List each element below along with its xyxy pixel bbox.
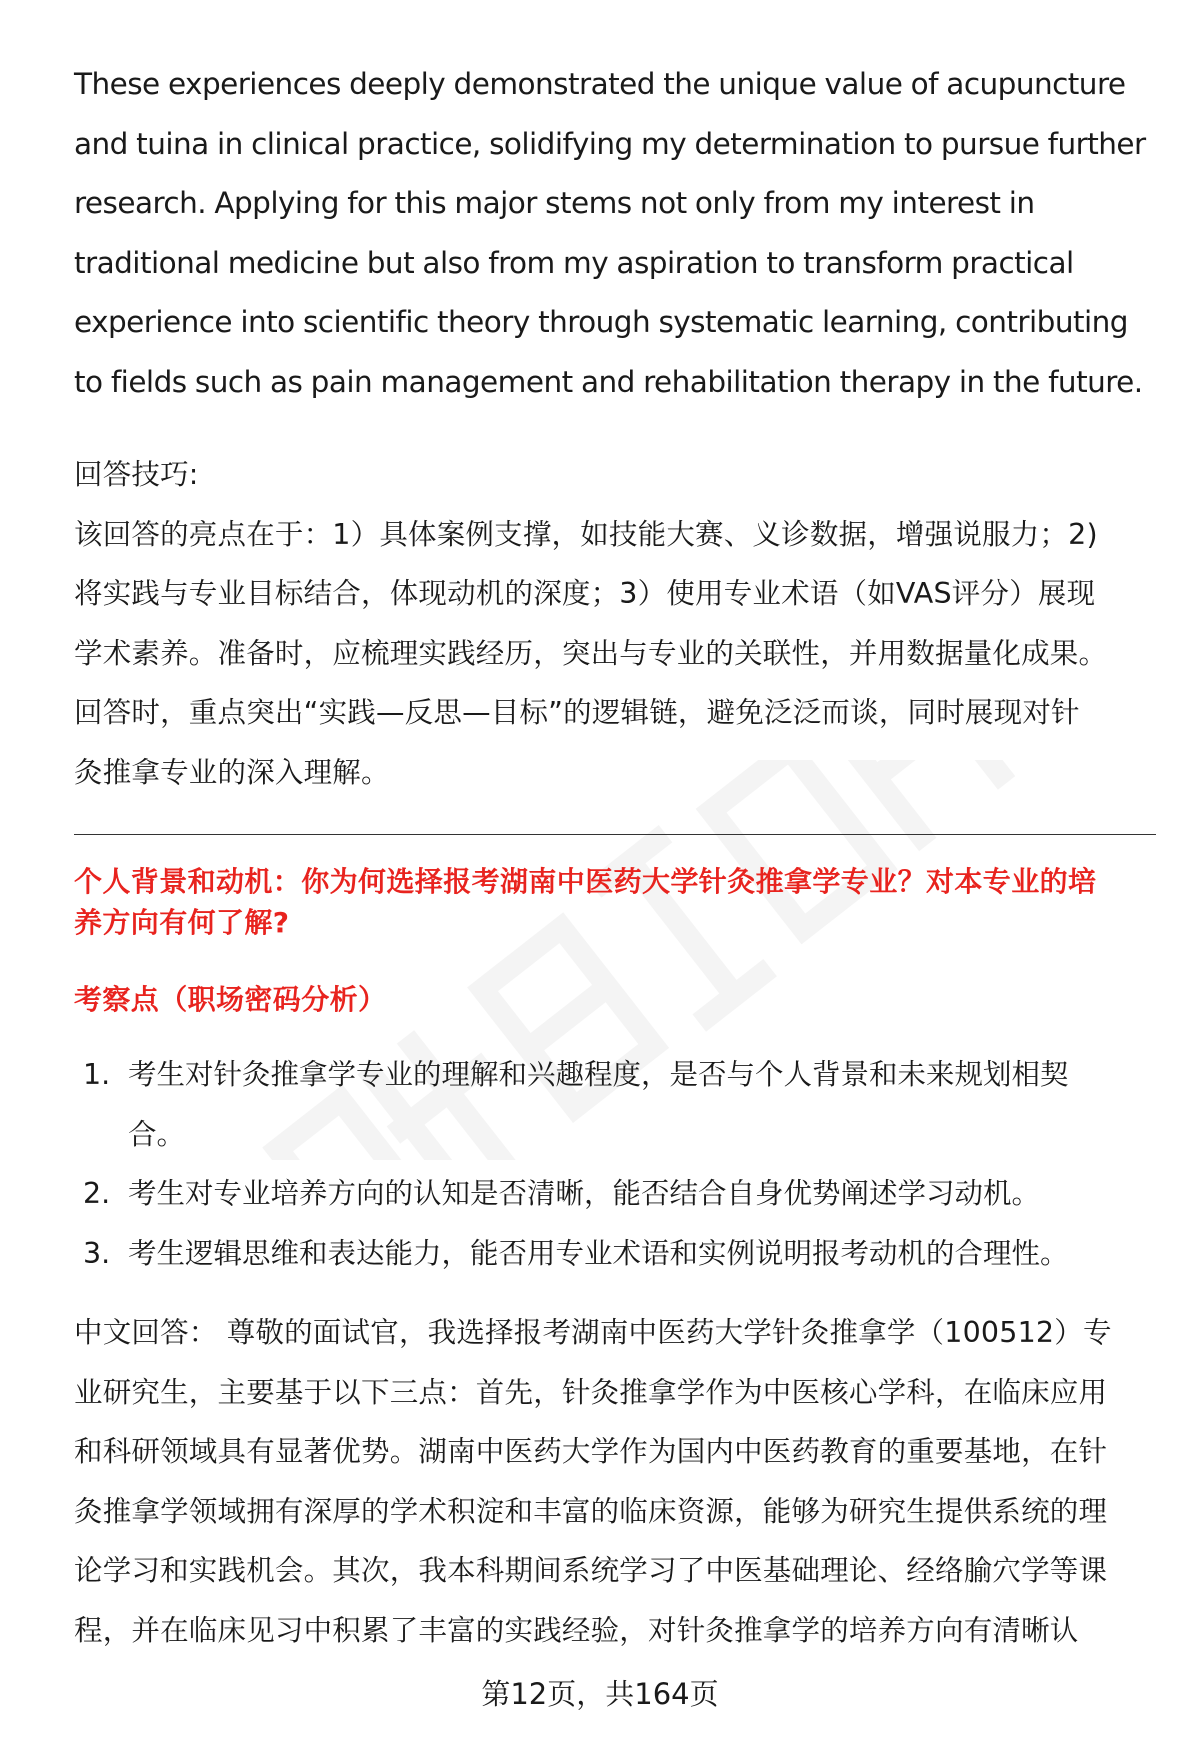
assessment-list	[74, 1045, 1156, 1283]
english-paragraph	[74, 55, 1156, 412]
tips-line: 学术素养。准备时，应梳理实践经历，突出与专业的关联性，并用数据量化成果。	[74, 636, 1108, 670]
question-line: 个人背景和动机：你为何选择报考湖南中医药大学针灸推拿学专业？对本专业的培	[74, 865, 1097, 898]
english-line: and tuina in clinical practice, solidifying my determination to pursue further	[74, 126, 1146, 161]
chinese-answer	[74, 1303, 1156, 1660]
document-page	[74, 55, 1156, 1660]
list-item-line: 考生对专业培养方向的认知是否清晰，能否结合自身优势阐述学习动机。	[128, 1177, 1041, 1210]
list-item	[74, 1045, 1156, 1164]
english-line: experience into scientific theory through systematic learning, contributing	[74, 305, 1128, 339]
list-item-number: 2.	[83, 1177, 111, 1210]
list-item-line: 考生对针灸推拿学专业的理解和兴趣程度，是否与个人背景和未来规划相契	[128, 1058, 1069, 1091]
tips-body	[74, 505, 1156, 803]
answer-line: 程，并在临床见习中积累了丰富的实践经验，对针灸推拿学的培养方向有清晰认	[74, 1613, 1079, 1647]
answer-line: 灸推拿学领域拥有深厚的学术积淀和丰富的临床资源，能够为研究生提供系统的理	[74, 1494, 1108, 1528]
list-item-number: 1.	[83, 1058, 111, 1091]
list-item	[74, 1224, 1156, 1284]
answer-line: 中文回答： 尊敬的面试官，我选择报考湖南中医药大学针灸推拿学（100512）专	[74, 1316, 1112, 1349]
english-line: to fields such as pain management and rehabilitation therapy in the future.	[74, 364, 1143, 399]
list-item-line: 考生逻辑思维和表达能力，能否用专业术语和实例说明报考动机的合理性。	[128, 1236, 1069, 1270]
tips-line: 回答时，重点突出“实践—反思—目标”的逻辑链，避免泛泛而谈，同时展现对针	[74, 696, 1080, 729]
question-line: 养方向有何了解?	[74, 906, 290, 939]
tips-title: 回答技巧:	[74, 458, 199, 491]
answer-line: 和科研领域具有显著优势。湖南中医药大学作为国内中医药教育的重要基地，在针	[74, 1435, 1108, 1468]
english-line: traditional medicine but also from my aspiration to transform practical	[74, 245, 1074, 280]
list-item	[74, 1164, 1156, 1224]
section-divider	[74, 834, 1156, 835]
list-item-line: 合。	[128, 1117, 186, 1151]
answer-line: 业研究生，主要基于以下三点：首先，针灸推拿学作为中医核心学科，在临床应用	[74, 1375, 1108, 1409]
tips-line: 将实践与专业目标结合，体现动机的深度；3）使用专业术语（如VAS评分）展现	[74, 577, 1096, 610]
page-number-footer: 第12页，共164页	[481, 1677, 719, 1711]
assessment-heading: 考察点（职场密码分析）	[74, 983, 387, 1016]
question-heading	[74, 861, 1156, 943]
english-line: These experiences deeply demonstrated the unique value of acupuncture	[74, 67, 1126, 101]
english-line: research. Applying for this major stems not only from my interest in	[74, 186, 1035, 220]
answer-line: 论学习和实践机会。其次，我本科期间系统学习了中医基础理论、经络腧穴学等课	[74, 1554, 1108, 1587]
list-item-number: 3.	[83, 1236, 111, 1270]
tips-line: 该回答的亮点在于：1）具体案例支撑，如技能大赛、义诊数据，增强说服力；2)	[74, 517, 1098, 551]
tips-line: 灸推拿专业的深入理解。	[74, 755, 390, 789]
